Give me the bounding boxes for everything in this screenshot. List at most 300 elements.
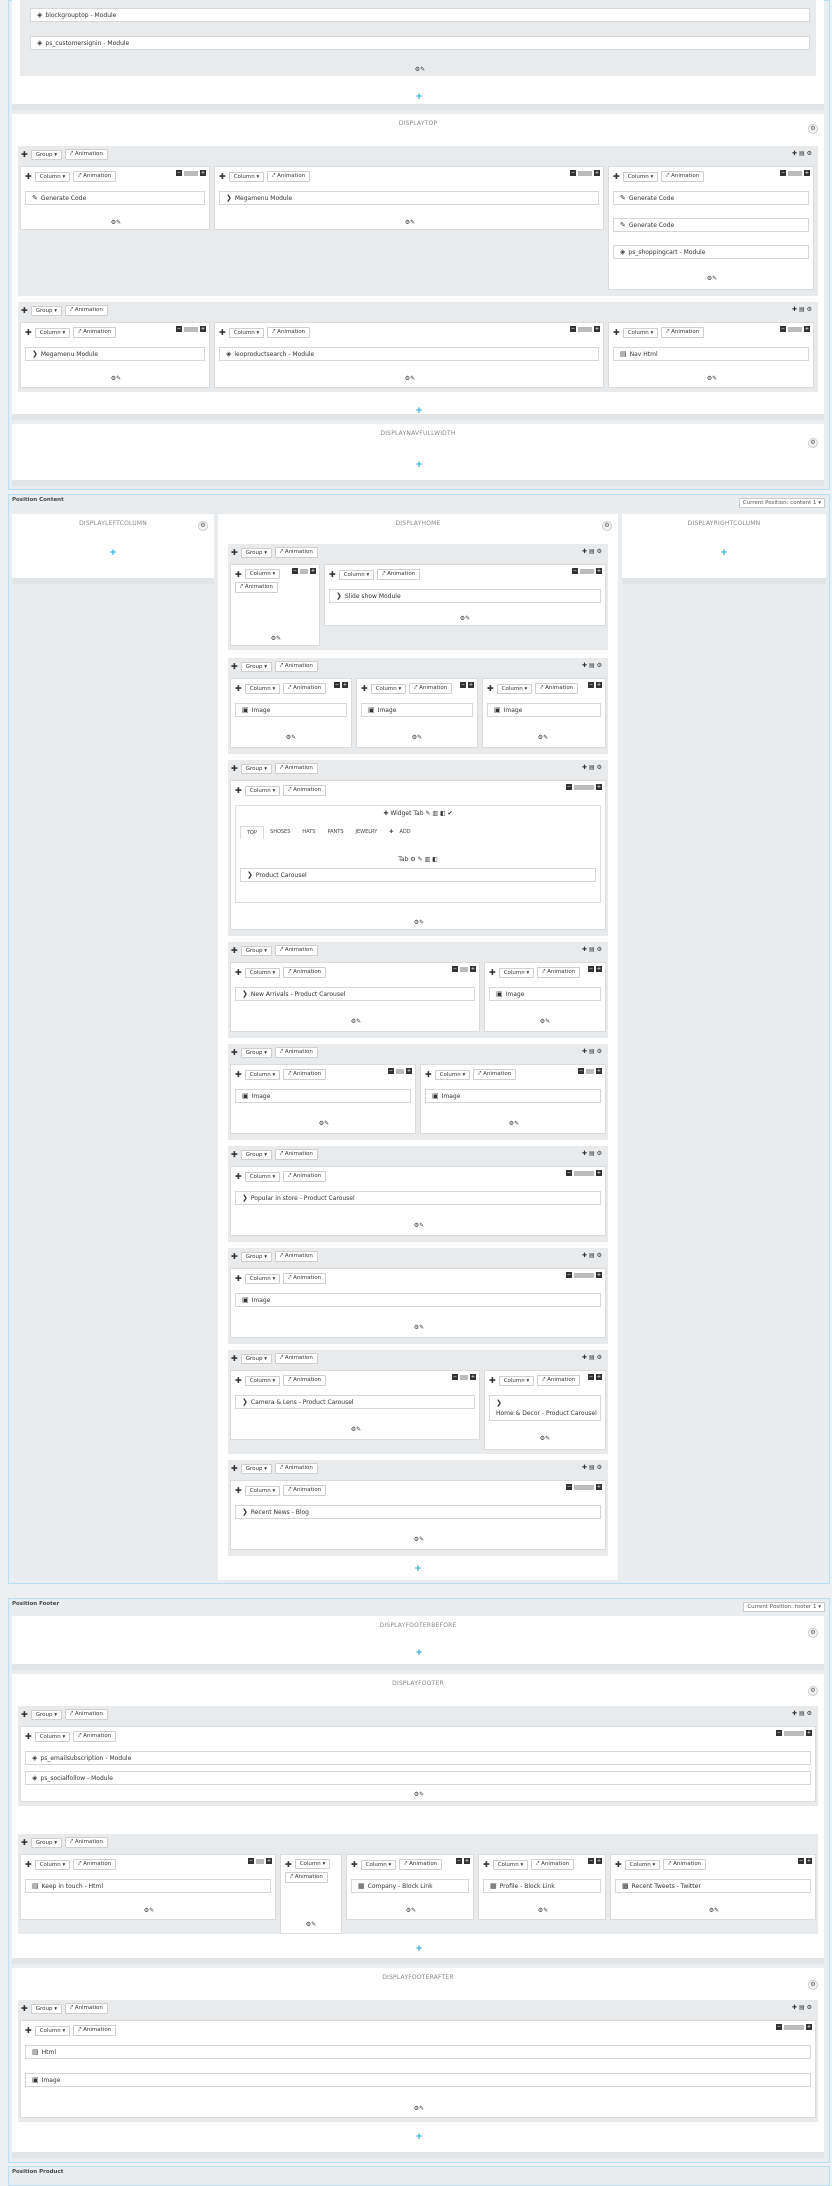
add-group-icon[interactable]: + <box>109 548 117 558</box>
group-button[interactable]: Group ▾ <box>31 1838 62 1848</box>
group-icons[interactable]: ✚▤⚙ <box>581 662 604 669</box>
move-icon[interactable]: ✚ <box>613 328 620 337</box>
group <box>18 1834 818 1934</box>
column-icons[interactable]: − + <box>176 326 206 332</box>
widget-camera-lens[interactable] <box>235 1395 475 1409</box>
column-edit-icons[interactable]: ⚙✎ <box>143 1907 155 1914</box>
hook-displayfooterbefore <box>12 1616 824 1670</box>
move-icon[interactable]: ✚ <box>21 150 28 159</box>
column <box>280 1854 342 1934</box>
widget-ps-socialfollow[interactable] <box>25 1771 811 1785</box>
widget-nav-html[interactable] <box>613 347 809 361</box>
animation-button[interactable]: ⤤ Animation <box>235 582 278 593</box>
move-icon[interactable]: ✚ <box>235 968 242 977</box>
move-icon[interactable]: ✚ <box>489 968 496 977</box>
group-button[interactable]: Group ▾ <box>31 2004 62 2014</box>
animation-button[interactable]: ⤤ Animation <box>663 1859 706 1870</box>
animation-button[interactable]: ⤤ Animation <box>275 1251 318 1262</box>
move-icon[interactable]: ✚ <box>231 548 238 557</box>
column-edit-icons[interactable]: ⚙✎ <box>708 1907 720 1914</box>
column <box>484 1370 606 1450</box>
column-icons[interactable]: − + <box>780 170 810 176</box>
column-edit-icons[interactable]: ⚙✎ <box>413 1324 425 1331</box>
move-icon[interactable]: ✚ <box>231 1150 238 1159</box>
group-button[interactable]: Group ▾ <box>241 764 272 774</box>
group-row-2 <box>18 302 818 392</box>
column-edit-icons[interactable]: ⚙✎ <box>285 734 297 741</box>
column-button[interactable]: Column ▾ <box>371 684 407 694</box>
group-icons[interactable]: ✚▤⚙ <box>581 764 604 771</box>
move-icon[interactable]: ✚ <box>615 1860 622 1869</box>
widget-company-block-link[interactable] <box>351 1879 469 1893</box>
animation-button[interactable]: ⤤ Animation <box>73 171 116 182</box>
hook-settings-cog-icon[interactable]: ⚙ <box>198 521 208 531</box>
tab-top[interactable]: TOP <box>240 826 264 839</box>
move-icon[interactable]: ✚ <box>25 172 32 181</box>
column-edit-icons[interactable]: ⚙✎ <box>706 375 718 382</box>
hook-displayhome <box>218 514 618 1580</box>
hook-displaynav <box>12 0 824 110</box>
add-group-icon[interactable]: + <box>415 460 423 470</box>
column-button[interactable]: Column ▾ <box>35 328 71 338</box>
column-edit-icons[interactable]: ⚙✎ <box>411 734 423 741</box>
animation-button[interactable]: ⤤ Animation <box>65 2003 108 2014</box>
move-icon[interactable]: ✚ <box>21 2004 28 2013</box>
column-edit-icons[interactable]: ⚙✎ <box>459 615 471 622</box>
column-button[interactable]: Column ▾ <box>245 1274 281 1284</box>
column-edit-icons[interactable]: ⚙✎ <box>413 1222 425 1229</box>
column <box>324 564 606 626</box>
animation-button[interactable]: ⤤ Animation <box>267 327 310 338</box>
widget-image[interactable] <box>235 1089 411 1103</box>
widget-product-carousel[interactable] <box>240 868 596 882</box>
animation-button[interactable]: ⤤ Animation <box>537 1375 580 1386</box>
widget-generate-code[interactable] <box>613 218 809 232</box>
animation-button[interactable]: ⤤ Animation <box>275 1463 318 1474</box>
column-icons[interactable]: − + <box>570 326 600 332</box>
hook-settings-cog-icon[interactable]: ⚙ <box>808 438 818 448</box>
group-icons[interactable]: ✚▤⚙ <box>581 1252 604 1259</box>
widget-popular[interactable] <box>235 1191 601 1205</box>
animation-button[interactable]: ⤤ Animation <box>65 149 108 160</box>
group-icons[interactable]: ✚▤⚙ <box>581 946 604 953</box>
widget-blockgrouptop[interactable] <box>30 8 810 22</box>
column-icons[interactable]: − + <box>588 1858 602 1864</box>
hook-settings-cog-icon[interactable]: ⚙ <box>808 1686 818 1696</box>
widget-megamenu[interactable] <box>219 191 599 205</box>
current-position-dropdown[interactable]: Current Position: content 1 ▾ <box>739 498 825 508</box>
column-edit-icons[interactable]: ⚙✎ <box>413 2105 425 2112</box>
widget-generate-code[interactable] <box>613 191 809 205</box>
chevron-right-icon: ❯ <box>247 871 253 879</box>
tab-pane-header: Tab ⚙ ✎ ▥ ◧ <box>398 856 438 863</box>
column-button[interactable]: Column ▾ <box>497 684 533 694</box>
move-icon[interactable]: ✚ <box>25 1860 32 1869</box>
move-icon[interactable]: ✚ <box>219 172 226 181</box>
column-icons[interactable]: − + <box>460 682 474 688</box>
column-edit-icons[interactable]: ⚙✎ <box>270 635 282 642</box>
group-icons[interactable]: ✚▤⚙ <box>791 306 814 313</box>
column-button[interactable]: Column ▾ <box>339 570 375 580</box>
column-icons[interactable]: − + <box>588 682 602 688</box>
column-button[interactable]: Column ▾ <box>35 2026 71 2036</box>
move-icon[interactable]: ✚ <box>329 570 336 579</box>
column-icons[interactable]: − + <box>798 1858 812 1864</box>
column-edit-icons[interactable]: ⚙✎ <box>404 375 416 382</box>
column-icons[interactable]: − + <box>176 170 206 176</box>
html-icon: ▤ <box>620 350 627 358</box>
image-icon: ▣ <box>242 1296 249 1304</box>
move-icon[interactable]: ✚ <box>483 1860 490 1869</box>
group-button[interactable]: Group ▾ <box>241 548 272 558</box>
widget-keep-in-touch[interactable] <box>25 1879 271 1893</box>
group <box>228 1248 608 1344</box>
move-icon[interactable]: ✚ <box>613 172 620 181</box>
animation-button[interactable]: ⤤ Animation <box>275 945 318 956</box>
link-icon: ▦ <box>490 1882 497 1890</box>
widget-new-arrivals[interactable] <box>235 987 475 1001</box>
animation-button[interactable]: ⤤ Animation <box>275 547 318 558</box>
add-group-icon[interactable]: + <box>415 406 423 416</box>
move-icon[interactable]: ✚ <box>235 1172 242 1181</box>
widget-image[interactable] <box>425 1089 601 1103</box>
group-button[interactable]: Group ▾ <box>31 150 62 160</box>
move-icon[interactable]: ✚ <box>231 764 238 773</box>
column-edit-icons[interactable]: ⚙✎ <box>508 1120 520 1127</box>
tab-hats[interactable]: HATS <box>302 829 316 835</box>
group-icons[interactable]: ✚▤⚙ <box>581 1464 604 1471</box>
group-button[interactable]: Group ▾ <box>241 1252 272 1262</box>
widget-html[interactable] <box>25 2045 811 2059</box>
column-icons[interactable]: − + <box>566 1272 602 1278</box>
column-icons[interactable]: − + <box>566 1170 602 1176</box>
column-button[interactable]: Column ▾ <box>245 968 281 978</box>
move-icon[interactable]: ✚ <box>231 946 238 955</box>
group-button[interactable]: Group ▾ <box>241 946 272 956</box>
group <box>228 1350 608 1454</box>
move-icon[interactable]: ✚ <box>235 684 242 693</box>
widget-label: Popular in store - Product Carousel <box>250 1195 355 1202</box>
group-icons[interactable]: ✚▤⚙ <box>581 548 604 555</box>
animation-button[interactable]: ⤤ Animation <box>275 661 318 672</box>
column-button[interactable]: Column ▾ <box>35 172 71 182</box>
move-icon[interactable]: ✚ <box>25 1732 32 1741</box>
column-icons[interactable]: − + <box>334 682 348 688</box>
move-icon[interactable]: ✚ <box>25 2026 32 2035</box>
column-edit-icons[interactable]: ⚙✎ <box>537 734 549 741</box>
widget-image[interactable] <box>489 987 601 1001</box>
column-edit-icons[interactable]: ⚙✎ <box>413 1536 425 1543</box>
animation-button[interactable]: ⤤ Animation <box>283 967 326 978</box>
column-edit-icons[interactable]: ⚙✎ <box>404 219 416 226</box>
animation-button[interactable]: ⤤ Animation <box>275 1353 318 1364</box>
column-icons[interactable]: − + <box>248 1858 272 1864</box>
module-icon: ◈ <box>37 39 43 47</box>
widget-megamenu[interactable] <box>25 347 205 361</box>
add-group-icon[interactable]: + <box>415 1648 423 1658</box>
animation-button[interactable]: ⤤ Animation <box>283 1485 326 1496</box>
widget-ps-emailsubscription[interactable] <box>25 1751 811 1765</box>
group-icons[interactable]: ✚▤⚙ <box>581 1354 604 1361</box>
column-edit-icons[interactable]: ⚙✎ <box>706 275 718 282</box>
animation-button[interactable]: ⤤ Animation <box>283 1273 326 1284</box>
move-icon[interactable]: ✚ <box>489 1376 496 1385</box>
widget-label: Recent Tweets - Twitter <box>631 1883 701 1890</box>
column-button[interactable]: Column ▾ <box>229 172 265 182</box>
group-button[interactable]: Group ▾ <box>241 1354 272 1364</box>
column <box>20 1854 276 1920</box>
column-button[interactable]: Column ▾ <box>245 786 281 796</box>
column-button[interactable]: Column ▾ <box>361 1860 397 1870</box>
tab-pants[interactable]: PANTS <box>327 829 344 835</box>
column-icons[interactable]: − + <box>566 1484 602 1490</box>
column-icons[interactable]: − + <box>388 1068 412 1074</box>
column-edit-icons[interactable]: ⚙✎ <box>110 375 122 382</box>
animation-button[interactable]: ⤤ Animation <box>535 683 578 694</box>
move-icon[interactable]: ✚ <box>231 1354 238 1363</box>
hook-title: DISPLAYLEFTCOLUMN <box>79 520 147 527</box>
group-button[interactable]: Group ▾ <box>31 306 62 316</box>
move-icon[interactable]: ✚ <box>425 1070 432 1079</box>
animation-button[interactable]: ⤤ Animation <box>283 1375 326 1386</box>
animation-button[interactable]: ⤤ Animation <box>399 1859 442 1870</box>
animation-button[interactable]: ⤤ Animation <box>65 1709 108 1720</box>
column-button[interactable]: Column ▾ <box>625 1860 661 1870</box>
chevron-right-icon: ❯ <box>242 1194 248 1202</box>
column-icons[interactable]: − + <box>572 568 602 574</box>
add-group-icon[interactable]: + <box>414 1564 422 1574</box>
move-icon[interactable]: ✚ <box>235 1070 242 1079</box>
group-button[interactable]: Group ▾ <box>241 1464 272 1474</box>
move-icon[interactable]: ✚ <box>285 1859 292 1869</box>
region-title: Position Product <box>12 2169 64 2175</box>
column-button[interactable]: Column ▾ <box>435 1070 471 1080</box>
column-edit-icons[interactable]: ⚙✎ <box>350 1426 362 1433</box>
column-button[interactable]: Column ▾ <box>245 569 281 579</box>
column-button[interactable]: Column ▾ <box>295 1859 331 1869</box>
group-row-1 <box>18 146 818 296</box>
column-icons[interactable]: − + <box>776 2024 812 2030</box>
column-icons[interactable]: − + <box>452 1374 476 1380</box>
widget-label: Generate Code <box>628 195 675 202</box>
column-edit-icons[interactable]: ⚙✎ <box>110 219 122 226</box>
animation-button[interactable]: ⤤ Animation <box>275 763 318 774</box>
animation-button[interactable]: ⤤ Animation <box>73 1859 116 1870</box>
group-button[interactable]: Group ▾ <box>31 1710 62 1720</box>
move-icon[interactable]: ✚ <box>361 684 368 693</box>
column-edit-icons[interactable]: ⚙✎ <box>539 1435 551 1442</box>
column-button[interactable]: Column ▾ <box>229 328 265 338</box>
animation-button[interactable]: ⤤ Animation <box>283 683 326 694</box>
group <box>228 760 608 936</box>
add-group-icon[interactable]: + <box>415 92 423 102</box>
animation-button[interactable]: ⤤ Animation <box>73 327 116 338</box>
add-group-icon[interactable]: + <box>720 548 728 558</box>
widget-slideshow[interactable] <box>329 589 601 603</box>
animation-button[interactable]: ⤤ Animation <box>73 1731 116 1742</box>
move-icon[interactable]: ✚ <box>21 1838 28 1847</box>
column <box>230 678 352 748</box>
column-edit-icons[interactable]: ⚙✎ <box>414 66 426 73</box>
widget-image[interactable] <box>235 1293 601 1307</box>
widget-label: Recent News - Blog <box>250 1509 309 1516</box>
widget-recent-news[interactable] <box>235 1505 601 1519</box>
move-icon[interactable]: ✚ <box>235 786 242 795</box>
widget-leoproductsearch[interactable] <box>219 347 599 361</box>
widget-image[interactable] <box>235 703 347 717</box>
animation-button[interactable]: ⤤ Animation <box>531 1859 574 1870</box>
column-edit-icons[interactable]: ⚙✎ <box>413 1791 425 1798</box>
move-icon[interactable]: ✚ <box>231 1048 238 1057</box>
animation-button[interactable]: ⤤ Animation <box>267 171 310 182</box>
tab-strip <box>240 826 423 839</box>
group-icons[interactable]: ✚▤⚙ <box>581 1048 604 1055</box>
group-icons[interactable]: ✚▤⚙ <box>791 150 814 157</box>
column <box>482 678 606 748</box>
widget-label: Profile - Block Link <box>499 1883 555 1890</box>
animation-button[interactable]: ⤤ Animation <box>661 327 704 338</box>
column-edit-icons[interactable]: ⚙✎ <box>537 1907 549 1914</box>
hook-displayfooterafter <box>12 1968 824 2158</box>
hook-title: DISPLAYFOOTERBEFORE <box>379 1622 457 1629</box>
column-icons[interactable]: − + <box>452 966 476 972</box>
column-edit-icons[interactable]: ⚙✎ <box>350 1018 362 1025</box>
column-button[interactable]: Column ▾ <box>245 1376 281 1386</box>
animation-button[interactable]: ⤤ Animation <box>283 785 326 796</box>
move-icon[interactable]: ✚ <box>351 1860 358 1869</box>
move-icon[interactable]: ✚ <box>21 1710 28 1719</box>
widget-label: Image <box>251 1093 271 1100</box>
animation-button[interactable]: ⤤ Animation <box>661 171 704 182</box>
animation-button[interactable]: ⤤ Animation <box>73 2025 116 2036</box>
widget-image[interactable] <box>25 2073 811 2087</box>
widget-label: Image <box>41 2077 61 2084</box>
column-edit-icons[interactable]: ⚙✎ <box>405 1907 417 1914</box>
column-button[interactable]: Column ▾ <box>623 172 659 182</box>
group <box>228 544 608 650</box>
animation-button[interactable]: ⤤ Animation <box>283 1171 326 1182</box>
group-icons[interactable]: ✚▤⚙ <box>791 1710 814 1717</box>
column-icons[interactable]: − + <box>570 170 600 176</box>
image-icon: ▣ <box>432 1092 439 1100</box>
animation-button[interactable]: ⤤ Animation <box>275 1047 318 1058</box>
widget-label: Image <box>251 707 271 714</box>
column-icons[interactable]: − + <box>780 326 810 332</box>
move-icon[interactable]: ✚ <box>25 328 32 337</box>
animation-button[interactable]: ⤤ Animation <box>285 1872 328 1883</box>
column-icons[interactable]: − + <box>456 1858 470 1864</box>
group-button[interactable]: Group ▾ <box>241 1048 272 1058</box>
image-icon: ▣ <box>368 706 375 714</box>
column-button[interactable]: Column ▾ <box>499 1376 535 1386</box>
move-icon[interactable]: ✚ <box>487 684 494 693</box>
column-button[interactable]: Column ▾ <box>245 1070 281 1080</box>
animation-button[interactable]: ⤤ Animation <box>409 683 452 694</box>
hook-settings-cog-icon[interactable]: ⚙ <box>808 1980 818 1990</box>
column-edit-icons[interactable]: ⚙✎ <box>413 919 425 926</box>
widget-ps-shoppingcart[interactable] <box>613 245 809 259</box>
column-icons[interactable]: − + <box>776 1730 812 1736</box>
widget-ps-customersignin[interactable] <box>30 36 810 50</box>
column-button[interactable]: Column ▾ <box>623 328 659 338</box>
animation-button[interactable]: ⤤ Animation <box>283 1069 326 1080</box>
column-button[interactable]: Column ▾ <box>493 1860 529 1870</box>
move-icon[interactable]: ✚ <box>219 328 226 337</box>
column-edit-icons[interactable]: ⚙✎ <box>539 1018 551 1025</box>
column-button[interactable]: Column ▾ <box>35 1860 71 1870</box>
animation-button[interactable]: ⤤ Animation <box>65 305 108 316</box>
column <box>420 1064 606 1134</box>
hook-settings-cog-icon[interactable]: ⚙ <box>808 1628 818 1638</box>
animation-button[interactable]: ⤤ Animation <box>65 1837 108 1848</box>
column-edit-icons[interactable]: ⚙✎ <box>318 1120 330 1127</box>
move-icon[interactable]: ✚ <box>21 306 28 315</box>
hook-settings-cog-icon[interactable]: ⚙ <box>808 124 818 134</box>
column-button[interactable]: Column ▾ <box>245 1172 281 1182</box>
widget-label: Megamenu Module <box>234 195 293 202</box>
column-button[interactable]: Column ▾ <box>499 968 535 978</box>
module-icon: ◈ <box>226 350 232 358</box>
hook-displayfooter <box>12 1674 824 1964</box>
column-button[interactable]: Column ▾ <box>245 684 281 694</box>
move-icon[interactable]: ✚ <box>231 662 238 671</box>
animation-button[interactable]: ⤤ Animation <box>275 1149 318 1160</box>
hook-title: DISPLAYFOOTER <box>392 1680 444 1687</box>
tab-jewelry[interactable]: JEWELRY <box>355 829 378 835</box>
tab-add[interactable]: ✚ ADD <box>383 826 422 839</box>
group <box>228 658 608 754</box>
widget-image[interactable] <box>487 703 601 717</box>
move-icon[interactable]: ✚ <box>235 1486 242 1495</box>
widget-label: leoproductsearch - Module <box>234 351 315 358</box>
move-icon[interactable]: ✚ <box>235 569 242 579</box>
widget-generate-code[interactable] <box>25 191 205 205</box>
move-icon[interactable]: ✚ <box>235 1274 242 1283</box>
move-icon[interactable]: ✚ <box>231 1464 238 1473</box>
group-icons[interactable]: ✚▤⚙ <box>581 1150 604 1157</box>
add-group-icon[interactable]: + <box>415 1944 423 1954</box>
column-icons[interactable]: − + <box>566 784 602 790</box>
tab-shoses[interactable]: SHOSES <box>270 829 291 835</box>
group-button[interactable]: Group ▾ <box>241 1150 272 1160</box>
group-button[interactable]: Group ▾ <box>241 662 272 672</box>
move-icon[interactable]: ✚ <box>235 1376 242 1385</box>
group-icons[interactable]: ✚▤⚙ <box>791 2004 814 2011</box>
column-edit-icons[interactable]: ⚙✎ <box>305 1921 317 1928</box>
widget-label: Product Carousel <box>255 872 307 879</box>
widget-profile-block-link[interactable] <box>483 1879 601 1893</box>
column-icons[interactable]: − + <box>588 966 602 972</box>
widget-recent-tweets[interactable] <box>615 1879 811 1893</box>
current-position-dropdown[interactable]: Current Position: footer 1 ▾ <box>743 1602 825 1612</box>
widget-label: New Arrivals - Product Carousel <box>250 991 346 998</box>
column-icons[interactable]: − + <box>292 568 316 574</box>
add-group-icon[interactable]: + <box>415 2132 423 2142</box>
column-button[interactable]: Column ▾ <box>35 1732 71 1742</box>
animation-button[interactable]: ⤤ Animation <box>537 967 580 978</box>
animation-button[interactable]: ⤤ Animation <box>473 1069 516 1080</box>
column <box>610 1854 816 1920</box>
hook-title: DISPLAYHOME <box>395 520 441 527</box>
column-button[interactable]: Column ▾ <box>245 1486 281 1496</box>
column-icons[interactable]: − + <box>588 1374 602 1380</box>
hook-settings-cog-icon[interactable]: ⚙ <box>602 521 612 531</box>
widget-home-decor[interactable] <box>489 1395 601 1421</box>
column-icons[interactable]: − + <box>578 1068 602 1074</box>
move-icon[interactable]: ✚ <box>231 1252 238 1261</box>
widget-image[interactable] <box>361 703 473 717</box>
animation-button[interactable]: ⤤ Animation <box>377 569 420 580</box>
